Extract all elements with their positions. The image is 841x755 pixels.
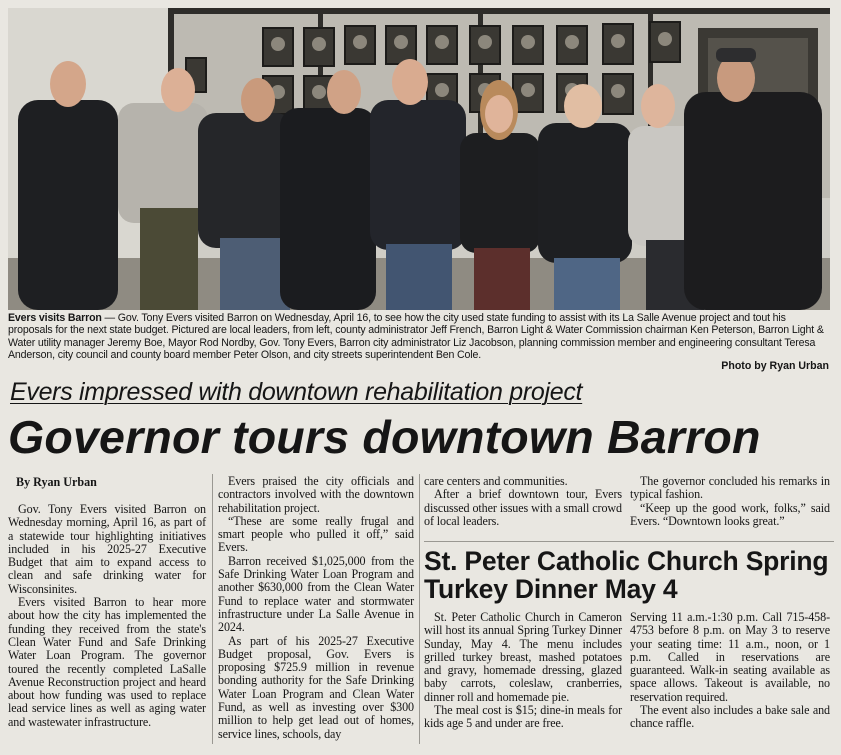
paragraph: The meal cost is $15; dine-in meals for kids age 5 and under are free.: [424, 703, 622, 731]
brief-headline: St. Peter Catholic Church Spring Turkey Dinner May 4: [424, 546, 829, 604]
paragraph: “Keep up the good work, folks,” said Evers. “Downtown looks great.”: [630, 500, 830, 528]
section-rule: [424, 541, 834, 542]
article-column-4: [630, 475, 830, 528]
column-rule: [419, 474, 420, 744]
paragraph: St. Peter Catholic Church in Cameron will host its annual Spring Turkey Dinner Sunday, May 4. The menu includes grilled turkey breast, mashed potatoes and gravy, homemade dressing, glazed baby carrots, coleslaw, cranberries, dinner roll and homemade pie.: [424, 610, 622, 704]
column-rule: [212, 474, 213, 744]
paragraph: Evers praised the city officials and contractors involved with the downtown rehabilitation project.: [218, 474, 414, 515]
caption-lead: Evers visits Barron: [8, 312, 102, 324]
photo-credit: Photo by Ryan Urban: [721, 360, 829, 372]
paragraph: Serving 11 a.m.-1:30 p.m. Call 715-458-4753 before 8 p.m. on May 3 to reserve your seating time: 11 a.m., noon, or 1 p.m. Called in reservations are guaranteed. Walk-in seating available as space allows. Takeout is available, no reservation required.: [630, 610, 830, 704]
news-photo: [8, 8, 830, 310]
article-column-1: [8, 503, 206, 729]
paragraph: The event also includes a bake sale and chance raffle.: [630, 703, 830, 731]
paragraph: care centers and communities.: [424, 474, 568, 488]
article-byline: By Ryan Urban: [16, 475, 97, 489]
article-kicker: Evers impressed with downtown rehabilitation project: [10, 378, 583, 406]
paragraph: Evers visited Barron to hear more about how the city has implemented the funding they received from the state's Clean Water Fund and Safe Drinking Water Loan Program. The governor toured the recently completed LaSalle Avenue Reconstruction project and heard about how funding was used to replace lead service lines as well as aging water and wastewater infrastructure.: [8, 595, 206, 729]
paragraph: “These are some really frugal and smart people who pulled it off,” said Evers.: [218, 513, 414, 555]
brief-column-2: [630, 611, 830, 731]
article-column-2: [218, 475, 414, 741]
paragraph: After a brief downtown tour, Evers discussed other issues with a small crowd of local leaders.: [424, 487, 622, 528]
article-column-3: [424, 475, 622, 528]
paragraph: The governor concluded his remarks in typical fashion.: [630, 474, 830, 502]
brief-column-1: [424, 611, 622, 731]
paragraph: As part of his 2025-27 Executive Budget proposal, Gov. Evers is proposing $725.9 million in revenue bonding authority for the Safe Drinking Water Loan Program and Clean Water Fund, as well as investing over $300 million to help get lead out of homes, service lines, schools, day: [218, 633, 414, 741]
photo-illustration: [8, 8, 830, 310]
article-headline: Governor tours downtown Barron: [8, 411, 761, 463]
caption-body: — Gov. Tony Evers visited Barron on Wednesday, April 16, to see how the city used state funding to assist with its La Salle Avenue project and tout his proposals for the next state budget. Pictured are local leaders, from left, county administrator Jeff French, Barron Light & Water Commission chairman Ken Peterson, Barron Light & Water utility manager Jeremy Boe, Mayor Rod Nordby, Gov. Tony Evers, Barron city administrator Liz Jacobson, planning commission member and engineering consultant Teresa Anderson, city council and county board member Peter Olson, and city streets superintendent Ben Cole.: [8, 312, 824, 362]
paragraph: Barron received $1,025,000 from the Safe Drinking Water Loan Program and another $630,000 from the Clean Water Fund to replace water and stormwater infrastructure under La Salle Avenue in 2024.: [218, 553, 414, 635]
paragraph: Gov. Tony Evers visited Barron on Wednesday morning, April 16, as part of a statewide tour highlighting initiatives included in his 2025-27 Executive Budget that aim to expand access to clean and safe drinking water for Wisconsinites.: [8, 502, 206, 596]
photo-caption: [8, 312, 830, 362]
